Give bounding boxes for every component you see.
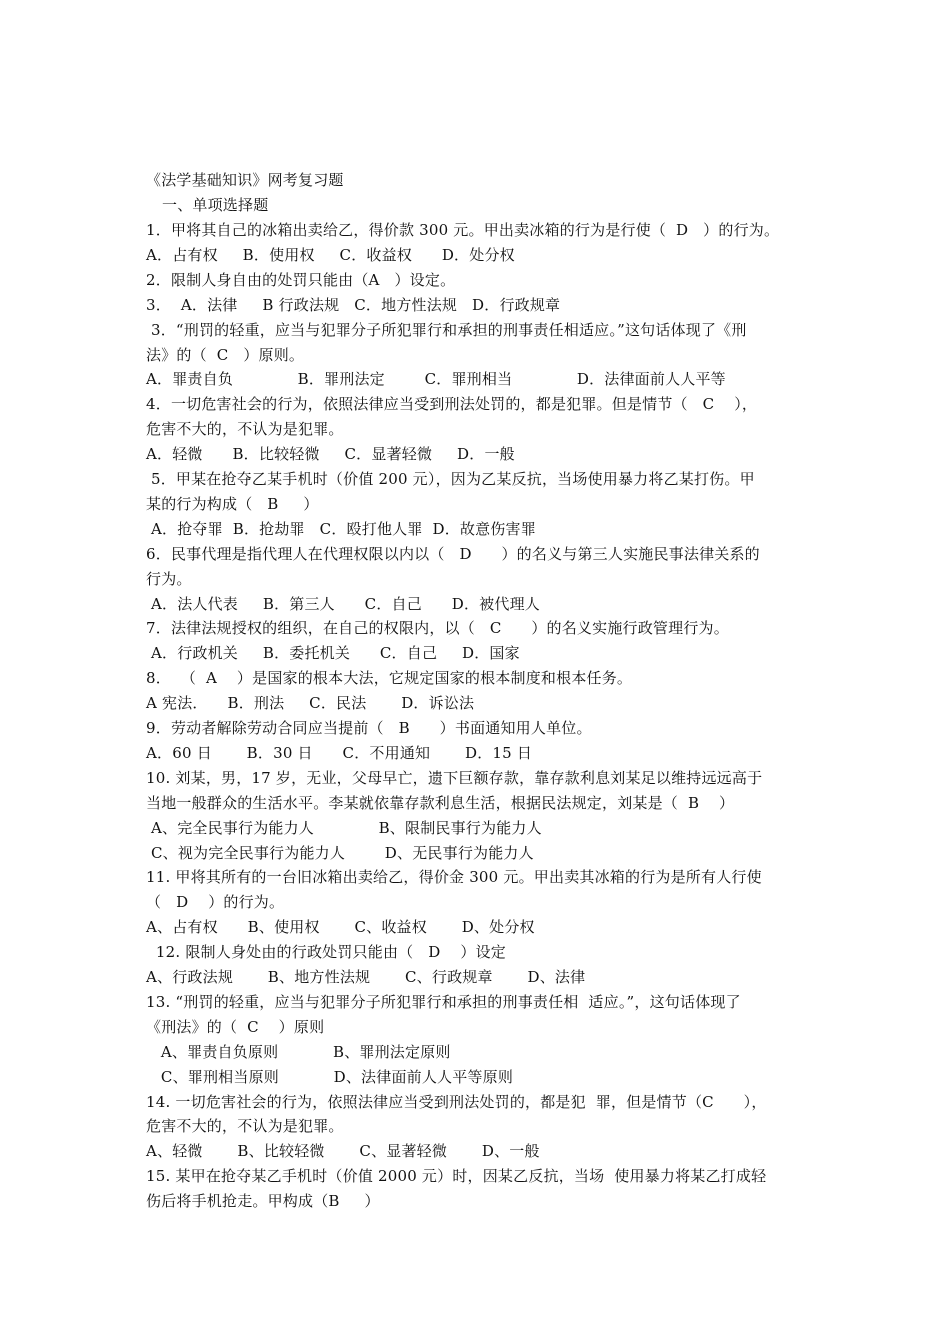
text-line: 伤后将手机抢走。甲构成（B ） [146,1192,380,1210]
text-line: 8． （ A ）是国家的根本大法，它规定国家的根本制度和根本任务。 [146,669,633,687]
text-line: 当地一般群众的生活水平。李某就依靠存款利息生活，根据民法规定，刘某是（ B ） [146,794,735,812]
text-line: 《刑法》的（ C ）原则 [146,1018,325,1036]
text-line: 3．“刑罚的轻重，应当与犯罪分子所犯罪行和承担的刑事责任相适应。”这句话体现了《刑 [146,321,747,339]
text-line: A．行政机关 B．委托机关 C．自己 D．国家 [146,644,520,662]
text-line: A、行政法规 B、地方性法规 C、行政规章 D、法律 [146,968,586,986]
text-line: A．罪责自负 B．罪刑法定 C．罪刑相当 D．法律面前人人平等 [146,370,726,388]
text-line: A．60 日 B．30 日 C．不用通知 D．15 日 [146,744,533,762]
text-line: 14. 一切危害社会的行为，依照法律应当受到刑法处罚的，都是犯 罪，但是情节（C ）， [146,1093,767,1111]
text-line: 危害不大的，不认为是犯罪。 [146,420,344,438]
text-line: 7．法律法规授权的组织，在自己的权限内，以（ C ）的名义实施行政管理行为。 [146,619,729,637]
text-line: A、占有权 B、使用权 C、收益权 D、处分权 [146,918,535,936]
text-line: C、罪刑相当原则 D、法律面前人人平等原则 [146,1068,514,1086]
text-line: （ D ）的行为。 [146,893,285,911]
text-line: A、完全民事行为能力人 B、限制民事行为能力人 [146,819,542,837]
section-heading: 一、单项选择题 [162,196,269,214]
text-line: 1．甲将其自己的冰箱出卖给乙，得价款 300 元。甲出卖冰箱的行为是行使（ D ）的行为。 [146,221,780,239]
text-line: C、视为完全民事行为能力人 D、无民事行为能力人 [146,844,534,862]
text-line: 某的行为构成（ B ） [146,495,319,513]
text-line: 5．甲某在抢夺乙某手机时（价值 200 元），因为乙某反抗，当场使用暴力将乙某打伤。甲 [146,470,755,488]
text-line: A、轻微 B、比较轻微 C、显著轻微 D、一般 [146,1142,540,1160]
text-line: A、罪责自负原则 B、罪刑法定原则 [146,1043,451,1061]
text-line: 13. “刑罚的轻重，应当与犯罪分子所犯罪行和承担的刑事责任相 适应。”，这句话体现了 [146,993,741,1011]
text-line: 12. 限制人身处由的行政处罚只能由（ D ）设定 [146,943,506,961]
text-line: 6．民事代理是指代理人在代理权限以内以（ D ）的名义与第三人实施民事法律关系的 [146,545,760,563]
text-line: 4．一切危害社会的行为，依照法律应当受到刑法处罚的，都是犯罪。但是情节（ C ）， [146,395,758,413]
text-line: A．占有权 B．使用权 C．收益权 D．处分权 [146,246,515,264]
text-line: A 宪法． B．刑法 C．民法 D．诉讼法 [146,694,475,712]
text-line: A．抢夺罪 B．抢劫罪 C．殴打他人罪 D．故意伤害罪 [146,520,536,538]
text-line: 法》的（ C ）原则。 [146,346,305,364]
text-line: A．轻微 B．比较轻微 C．显著轻微 D．一般 [146,445,515,463]
text-line: 15. 某甲在抢夺某乙手机时（价值 2000 元）时，因某乙反抗，当场 使用暴力将某乙打成轻 [146,1167,767,1185]
text-line: 10. 刘某，男，17 岁，无业，父母早亡，遗下巨额存款，靠存款利息刘某足以维持远远高于 [146,769,763,787]
document-title: 《法学基础知识》网考复习题 [146,171,344,189]
text-line: 9．劳动者解除劳动合同应当提前（ B ）书面通知用人单位。 [146,719,592,737]
text-line: 危害不大的，不认为是犯罪。 [146,1117,344,1135]
text-line: 11. 甲将其所有的一台旧冰箱出卖给乙，得价金 300 元。甲出卖其冰箱的行为是所有人行使 [146,868,762,886]
text-line: 2．限制人身自由的处罚只能由（A ）设定。 [146,271,456,289]
text-line: 3． A．法律 B 行政法规 C．地方性法规 D．行政规章 [146,296,561,314]
text-line: A．法人代表 B．第三人 C．自己 D．被代理人 [146,595,540,613]
text-line: 行为。 [146,570,192,588]
